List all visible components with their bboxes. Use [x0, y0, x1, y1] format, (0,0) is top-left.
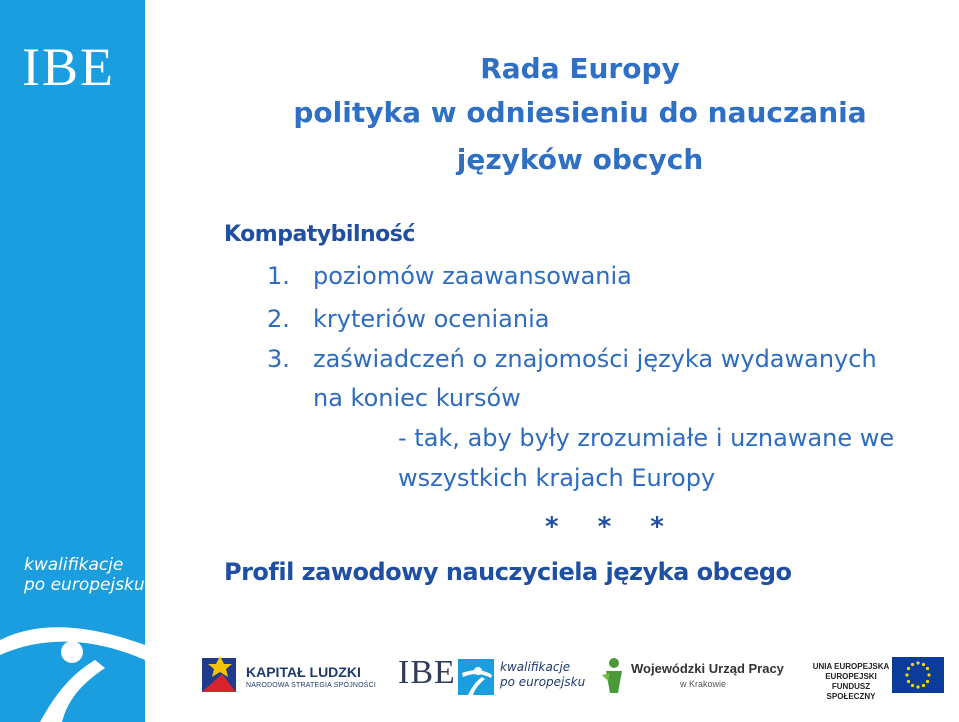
eu-label — [812, 662, 890, 702]
sidebar-tagline — [24, 555, 145, 595]
separator-stars: * * * — [545, 512, 664, 542]
title-line-3: języków obcych — [456, 143, 704, 176]
footer-kwalifikacje-line2: po europejsku — [500, 675, 586, 689]
sub-note-line-2: wszystkich krajach Europy — [398, 464, 716, 492]
footer-ibe-logo: IBE — [398, 654, 456, 691]
list-number: 3. — [267, 345, 290, 373]
title-line-2: polityka w odniesieniu do nauczania — [293, 96, 867, 129]
list-text: poziomów zaawansowania — [313, 262, 632, 290]
profile-heading: Profil zawodowy nauczyciela języka obcego — [224, 558, 792, 586]
wup-subtitle: w Krakowie — [680, 679, 727, 689]
list-item-continuation: na koniec kursów — [313, 384, 521, 412]
list-number: 2. — [267, 305, 290, 333]
kwalifikacje-icon — [458, 659, 494, 695]
footer-kwalifikacje — [500, 660, 585, 690]
sidebar-tagline-line1: kwalifikacje — [24, 555, 124, 575]
kapital-ludzki-icon — [198, 652, 242, 698]
eu-label-line3: FUNDUSZ SPOŁECZNY — [826, 682, 876, 701]
title-line-1: Rada Europy — [480, 52, 680, 85]
sub-note-line-1: - tak, aby były zrozumiałe i uznawane we — [398, 424, 895, 452]
list-text: kryteriów oceniania — [313, 305, 550, 333]
eu-label-line1: UNIA EUROPEJSKA — [812, 662, 890, 671]
sidebar-tagline-line2: po europejsku — [24, 575, 145, 595]
list-number: 1. — [267, 262, 290, 290]
figure-swoosh-icon — [0, 600, 145, 722]
kapital-ludzki-subtitle: NARODOWA STRATEGIA SPÓJNOŚCI — [246, 682, 377, 689]
eu-flag-icon — [892, 657, 944, 693]
eu-label-line2: EUROPEJSKI — [825, 672, 877, 681]
footer-kwalifikacje-line1: kwalifikacje — [500, 660, 571, 674]
wup-icon — [600, 655, 628, 695]
section-heading: Kompatybilność — [224, 222, 415, 247]
kapital-ludzki-title: KAPITAŁ LUDZKI — [246, 664, 361, 680]
sidebar — [0, 0, 145, 722]
wup-title: Wojewódzki Urząd Pracy — [631, 661, 784, 676]
ibe-logo: IBE — [22, 37, 115, 97]
list-text: zaświadczeń o znajomości języka wydawanych — [313, 345, 877, 373]
